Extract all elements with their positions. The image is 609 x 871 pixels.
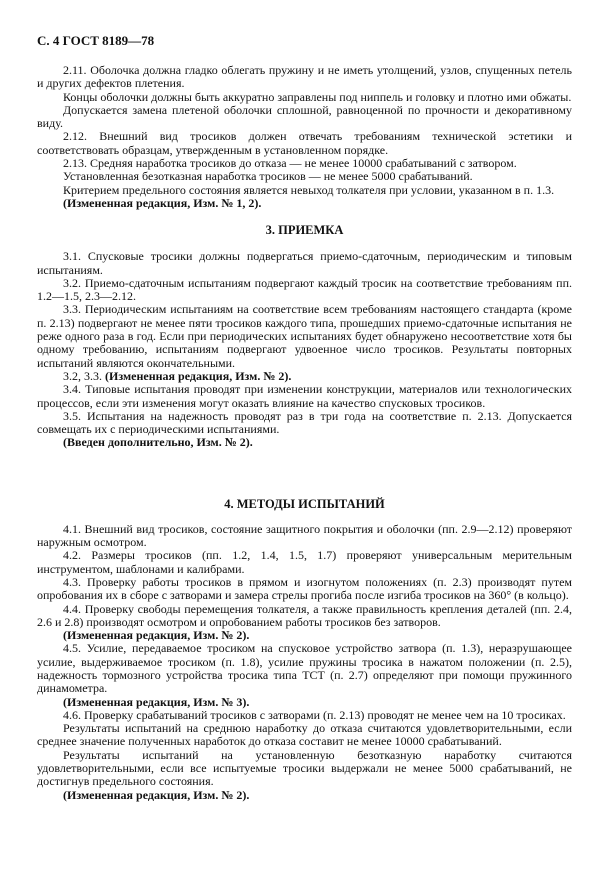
amendment-text: (Измененная редакция, Изм. № 1, 2). bbox=[63, 195, 262, 210]
clause-paragraph: Критерием предельного состояния является невыход толкателя при условии, указанном в п. 1.3. bbox=[63, 182, 555, 197]
amendment-note bbox=[37, 370, 572, 383]
clause-paragraph: 2.13. Средняя наработка тросиков до отказа — не менее 10000 срабатываний с затвором. bbox=[63, 156, 517, 171]
amendment-text: (Введен дополнительно, Изм. № 2). bbox=[63, 435, 253, 450]
clause-paragraph: 4.1. Внешний вид тросиков, состояние защитного покрытия и оболочки (пп. 2.9—2.12) проверяют наружным осмотром. bbox=[37, 521, 572, 550]
clause-paragraph: 3.1. Спусковые тросики должны подвергаться приемо-сдаточным, периодическим и типовым испытаниям. bbox=[37, 249, 572, 277]
clause-paragraph: 4.6. Проверку срабатываний тросиков с затворами (п. 2.13) проводят не менее чем на 10 тросиках. bbox=[63, 707, 566, 722]
section-3-body bbox=[37, 250, 572, 449]
section-2-tail bbox=[37, 64, 572, 210]
clause-paragraph: 3.3. Периодическим испытаниям на соответствие всем требованиям настоящего стандарта (кроме п. 2.13) подвергают не менее пяти тросиков каждого типа, прошедших приемо-сдаточные испытания не реже одного раза в год. Если при периодических испытаниях будет обнаружено несоответствие хотя бы одному требованию, испытаниям подвергают удвоенное число тросиков. Результаты повторных испытаний являются окончательными. bbox=[37, 302, 572, 370]
clause-paragraph: 4.3. Проверку работы тросиков в прямом и изогнутом положениях (п. 2.3) производят путем опробования их в сборе с затворами и замера стрелы прогиба после изгиба тросиков на 360° (в кольцо). bbox=[37, 574, 572, 603]
section-3-heading: 3. ПРИЕМКА bbox=[265, 223, 344, 238]
amendment-text: (Измененная редакция, Изм. № 2). bbox=[63, 628, 250, 643]
amendment-text: (Измененная редакция, Изм. № 2). bbox=[63, 787, 250, 802]
amendment-note bbox=[37, 696, 572, 709]
clause-paragraph: 2.12. Внешний вид тросиков должен отвечать требованиям технической эстетики и соответствовать образцам, утвержденным в установленном порядке. bbox=[37, 129, 572, 157]
amendment-note bbox=[37, 436, 572, 449]
clause-paragraph: 3.5. Испытания на надежность проводят раз в три года на соответствие п. 2.13. Допускается совмещать их с периодическими испытаниями. bbox=[37, 408, 572, 437]
amendment-prefix: 3.2, 3.3. bbox=[63, 368, 105, 383]
clause-paragraph: 4.2. Размеры тросиков (пп. 1.2, 1.4, 1.5, 1.7) проверяют универсальным мерительным инструментом, шаблонами и калибрами. bbox=[37, 548, 572, 576]
amendment-text: (Измененная редакция, Изм. № 2). bbox=[105, 368, 292, 383]
clause-paragraph: 4.4. Проверку свободы перемещения толкателя, а также правильность крепления деталей (пп. 2.4, 2.6 и 2.8) производят осмотром и опробованием работы тросиков без затворов. bbox=[37, 601, 572, 629]
amendment-text: (Измененная редакция, Изм. № 3). bbox=[63, 694, 250, 709]
document-page bbox=[37, 33, 572, 802]
amendment-note bbox=[37, 197, 572, 210]
clause-paragraph: 3.4. Типовые испытания проводят при изменении конструкции, материалов или технологических процессов, если эти изменения могут оказать влияние на качество спусковых тросиков. bbox=[37, 382, 572, 410]
clause-paragraph: 2.11. Оболочка должна гладко облегать пружину и не иметь утолщений, узлов, спущенных петель и других дефектов плетения. bbox=[37, 63, 572, 91]
clause-paragraph: Концы оболочки должны быть аккуратно заправлены под ниппель и головку и плотно ими обжаты. bbox=[63, 89, 572, 104]
section-4-heading: 4. МЕТОДЫ ИСПЫТАНИЙ bbox=[224, 496, 385, 511]
clause-paragraph: 4.5. Усилие, передаваемое тросиком на спусковое устройство затвора (п. 1.3), неразрушающее усилие, выдерживаемое тросиком (п. 1.8), усилие пружины тросика в нажатом положении (п. 2.5), надежность тормозного устройства тросика типа ТСТ (п. 2.7) определяют при помощи пружинного динамометра. bbox=[37, 641, 572, 696]
clause-paragraph: Результаты испытаний на среднюю наработку до отказа считаются удовлетворительными, если среднее значение полученных наработок до отказа составит не менее 10000 срабатываний. bbox=[37, 721, 572, 749]
page-header: С. 4 ГОСТ 8189—78 bbox=[37, 33, 155, 48]
clause-paragraph: 3.2. Приемо-сдаточным испытаниям подвергают каждый тросик на соответствие требованиям пп. 1.2—1.5, 2.3—2.12. bbox=[37, 275, 572, 304]
clause-paragraph: Установленная безотказная наработка тросиков — не менее 5000 срабатываний. bbox=[63, 169, 473, 184]
amendment-note bbox=[37, 789, 572, 802]
section-4-body bbox=[37, 523, 572, 802]
amendment-note bbox=[37, 629, 572, 642]
clause-paragraph: Результаты испытаний на установленную безотказную наработку считаются удовлетворительными, если все испытуемые тросики выдержали не менее 5000 срабатываний, не достигнув предельного состояния. bbox=[37, 747, 572, 789]
clause-paragraph: Допускается замена плетеной оболочки сплошной, равноценной по прочности и декоративному виду. bbox=[37, 102, 572, 131]
